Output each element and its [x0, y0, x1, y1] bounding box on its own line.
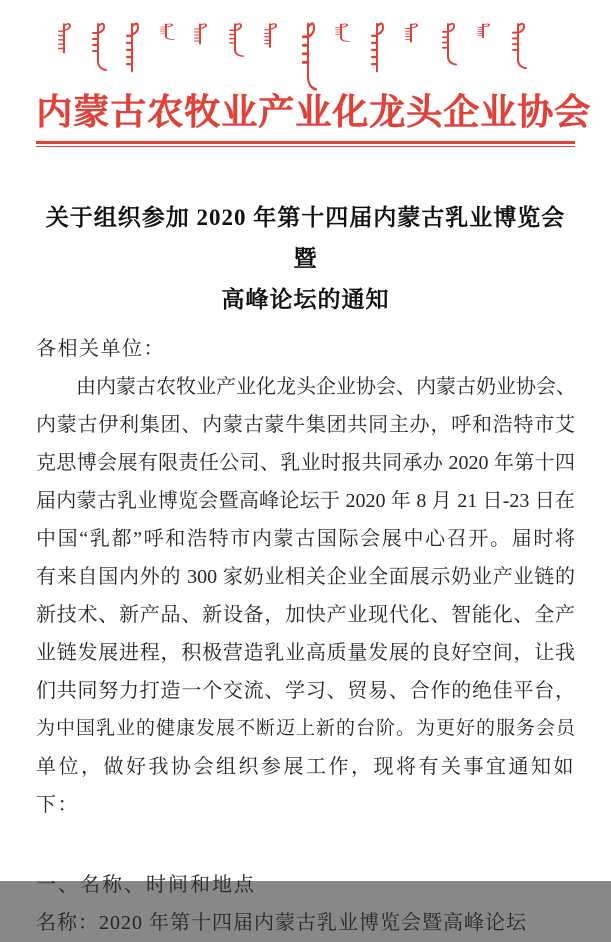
paragraph-line: 单位，做好我协会组织参展工作，现将有关事宜通知如下： — [36, 756, 575, 816]
paragraph-line: 克思博会展有限责任公司、乳业时报共同承办 2020 年第十四 — [36, 452, 575, 474]
paragraph-line: 新技术、新产品、新设备，加快产业现代化、智能化、全产 — [36, 604, 575, 626]
body-paragraph — [36, 368, 575, 824]
letterhead-divider — [36, 141, 575, 147]
paragraph-line: 为中国乳业的健康发展不断迈上新的台阶。为更好的服务会员 — [36, 718, 575, 739]
notice-title-line-2: 高峰论坛的通知 — [221, 287, 390, 312]
notice-title-line-1: 关于组织参加 2020 年第十四届内蒙古乳业博览会暨 — [45, 205, 566, 271]
paragraph-line: 由内蒙古农牧业产业化龙头企业协会、内蒙古奶业协会、 — [76, 376, 576, 398]
mongolian-script-icon — [50, 16, 562, 92]
paragraph-line: 内蒙古伊利集团、内蒙古蒙牛集团共同主办，呼和浩特市艾 — [36, 414, 575, 436]
paragraph-line: 们共同努力打造一个交流、学习、贸易、合作的绝佳平台， — [36, 680, 575, 702]
divider-thin-line — [36, 146, 575, 147]
section-one-heading: 一、名称、时间和地点 — [36, 874, 256, 896]
section-one-name-line: 名称：2020 年第十四届内蒙古乳业博览会暨高峰论坛 — [36, 912, 527, 934]
paragraph-line: 届内蒙古乳业博览会暨高峰论坛于 2020 年 8 月 21 日-23 日在 — [36, 490, 575, 512]
paragraph-line: 中国“乳都”呼和浩特市内蒙古国际会展中心召开。届时将 — [36, 528, 575, 550]
salutation: 各相关单位： — [36, 338, 165, 360]
association-name: 内蒙古农牧业产业化龙头企业协会 — [36, 92, 592, 132]
paragraph-line: 业链发展进程，积极营造乳业高质量发展的良好空间，让我 — [36, 642, 575, 664]
notice-title — [36, 197, 575, 320]
paragraph-line: 有来自国内外的 300 家奶业相关企业全面展示奶业产业链的 — [36, 566, 575, 588]
letterhead — [36, 16, 592, 147]
